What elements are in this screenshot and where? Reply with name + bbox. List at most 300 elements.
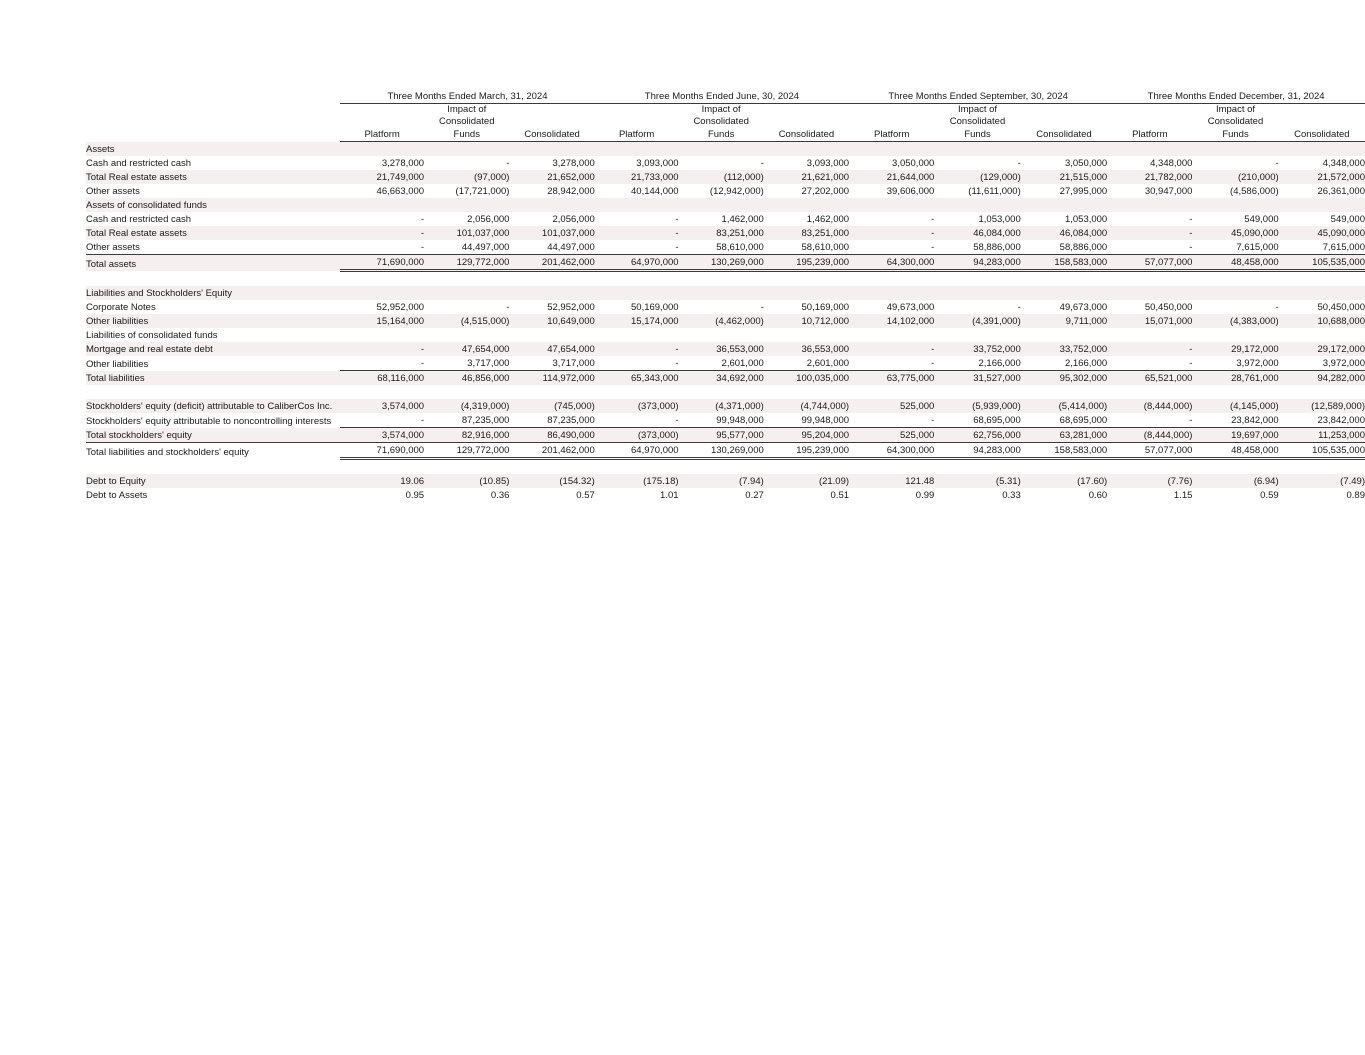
cell-r4-c1 [424, 198, 509, 212]
cell-r23-c0: 19.06 [340, 474, 424, 488]
cell-r16-c11: 94,282,000 [1279, 371, 1365, 386]
cell-r12-c1: (4,515,000) [424, 314, 509, 328]
cell-r3-c1: (17,721,000) [424, 184, 509, 198]
cell-r11-c7: - [934, 300, 1020, 314]
cell-r1-c2: 3,278,000 [509, 156, 594, 170]
table-row [86, 184, 1365, 198]
subhead-platform-l1-q4 [1107, 104, 1192, 117]
cell-r15-c7: 2,166,000 [934, 356, 1020, 371]
table-row [86, 226, 1365, 240]
cell-r0-c10 [1192, 142, 1278, 157]
cell-r23-c10: (6.94) [1192, 474, 1278, 488]
cell-r15-c0: - [340, 356, 424, 371]
header-blank-1 [86, 104, 340, 117]
cell-r21-c6: 64,300,000 [849, 443, 934, 459]
cell-r23-c8: (17.60) [1021, 474, 1107, 488]
cell-r5-c11: 549,000 [1279, 212, 1365, 226]
cell-r18-c10: (4,145,000) [1192, 399, 1278, 413]
cell-r12-c8: 9,711,000 [1021, 314, 1107, 328]
table-row [86, 212, 1365, 226]
header-sub-row-2 [86, 116, 1365, 128]
subhead-consolidated-l1-q3 [1021, 104, 1107, 117]
colhead-platform-q2: Platform [595, 128, 679, 142]
cell-r5-c10: 549,000 [1192, 212, 1278, 226]
cell-r10-c9 [1107, 286, 1192, 300]
cell-r10-c1 [424, 286, 509, 300]
table-row [86, 356, 1365, 371]
cell-r20-c10: 19,697,000 [1192, 428, 1278, 443]
subhead-consolidated-l1-q1 [509, 104, 594, 117]
cell-r23-c9: (7.76) [1107, 474, 1192, 488]
cell-r15-c1: 3,717,000 [424, 356, 509, 371]
table-row [86, 328, 1365, 342]
cell-r21-c3: 64,970,000 [595, 443, 679, 459]
cell-r13-c6 [849, 328, 934, 342]
cell-r2-c6: 21,644,000 [849, 170, 934, 184]
cell-r24-c5: 0.51 [764, 488, 849, 502]
cell-r7-c11: 7,615,000 [1279, 240, 1365, 255]
cell-r15-c10: 3,972,000 [1192, 356, 1278, 371]
cell-r1-c6: 3,050,000 [849, 156, 934, 170]
cell-r20-c4: 95,577,000 [679, 428, 764, 443]
cell-r16-c3: 65,343,000 [595, 371, 679, 386]
cell-r8-c3: 64,970,000 [595, 255, 679, 271]
cell-r13-c11 [1279, 328, 1365, 342]
row-label: Other assets [86, 184, 340, 198]
cell-r21-c4: 130,269,000 [679, 443, 764, 459]
cell-r0-c5 [764, 142, 849, 157]
cell-r6-c0: - [340, 226, 424, 240]
row-label: Total Real estate assets [86, 170, 340, 184]
cell-r15-c11: 3,972,000 [1279, 356, 1365, 371]
cell-r8-c6: 64,300,000 [849, 255, 934, 271]
cell-r6-c3: - [595, 226, 679, 240]
cell-r16-c10: 28,761,000 [1192, 371, 1278, 386]
table-row [86, 198, 1365, 212]
cell-r7-c9: - [1107, 240, 1192, 255]
cell-r6-c7: 46,084,000 [934, 226, 1020, 240]
subhead-consolidated-l2-q1 [509, 116, 594, 128]
cell-r18-c2: (745,000) [509, 399, 594, 413]
cell-r1-c1: - [424, 156, 509, 170]
table-spacer-row [86, 459, 1365, 475]
cell-r24-c8: 0.60 [1021, 488, 1107, 502]
cell-r18-c1: (4,319,000) [424, 399, 509, 413]
cell-r16-c2: 114,972,000 [509, 371, 594, 386]
row-label: Liabilities of consolidated funds [86, 328, 340, 342]
spacer-cell [86, 385, 1365, 399]
cell-r12-c2: 10,649,000 [509, 314, 594, 328]
cell-r23-c1: (10.85) [424, 474, 509, 488]
cell-r24-c9: 1.15 [1107, 488, 1192, 502]
cell-r16-c7: 31,527,000 [934, 371, 1020, 386]
table-row [86, 399, 1365, 413]
cell-r4-c3 [595, 198, 679, 212]
cell-r24-c7: 0.33 [934, 488, 1020, 502]
table-spacer-row [86, 385, 1365, 399]
cell-r1-c3: 3,093,000 [595, 156, 679, 170]
cell-r3-c2: 28,942,000 [509, 184, 594, 198]
cell-r18-c11: (12,589,000) [1279, 399, 1365, 413]
cell-r5-c1: 2,056,000 [424, 212, 509, 226]
row-label: Mortgage and real estate debt [86, 342, 340, 356]
cell-r5-c7: 1,053,000 [934, 212, 1020, 226]
table-row [86, 314, 1365, 328]
cell-r7-c7: 58,886,000 [934, 240, 1020, 255]
row-label: Other assets [86, 240, 340, 255]
row-label: Total Real estate assets [86, 226, 340, 240]
cell-r11-c11: 50,450,000 [1279, 300, 1365, 314]
cell-r16-c8: 95,302,000 [1021, 371, 1107, 386]
row-label: Debt to Equity [86, 474, 340, 488]
subhead-impact-l2-q2: Consolidated [693, 116, 749, 128]
cell-r16-c9: 65,521,000 [1107, 371, 1192, 386]
cell-r15-c8: 2,166,000 [1021, 356, 1107, 371]
colhead-consolidated-q1: Consolidated [509, 128, 594, 142]
cell-r21-c9: 57,077,000 [1107, 443, 1192, 459]
cell-r19-c2: 87,235,000 [509, 413, 594, 428]
cell-r7-c3: - [595, 240, 679, 255]
cell-r2-c5: 21,621,000 [764, 170, 849, 184]
cell-r6-c1: 101,037,000 [424, 226, 509, 240]
subhead-impact-l1-q2: Impact of [701, 104, 741, 116]
row-label: Other liabilities [86, 314, 340, 328]
cell-r1-c5: 3,093,000 [764, 156, 849, 170]
row-label: Liabilities and Stockholders' Equity [86, 286, 340, 300]
cell-r19-c3: - [595, 413, 679, 428]
column-group-q3: Three Months Ended September, 30, 2024 [849, 88, 1107, 104]
row-label: Cash and restricted cash [86, 156, 340, 170]
subhead-impact-l2-q4: Consolidated [1207, 116, 1264, 128]
cell-r6-c5: 83,251,000 [764, 226, 849, 240]
cell-r24-c10: 0.59 [1192, 488, 1278, 502]
cell-r1-c8: 3,050,000 [1021, 156, 1107, 170]
cell-r3-c3: 40,144,000 [595, 184, 679, 198]
cell-r15-c3: - [595, 356, 679, 371]
row-label: Corporate Notes [86, 300, 340, 314]
cell-r2-c3: 21,733,000 [595, 170, 679, 184]
cell-r23-c7: (5.31) [934, 474, 1020, 488]
cell-r5-c6: - [849, 212, 934, 226]
table-spacer-row [86, 271, 1365, 287]
colhead-platform-q3: Platform [849, 128, 934, 142]
subhead-platform-l1-q2 [595, 104, 679, 117]
cell-r20-c1: 82,916,000 [424, 428, 509, 443]
cell-r18-c5: (4,744,000) [764, 399, 849, 413]
header-corner-cell [86, 88, 340, 104]
cell-r10-c3 [595, 286, 679, 300]
cell-r23-c3: (175.18) [595, 474, 679, 488]
cell-r11-c10: - [1192, 300, 1278, 314]
cell-r10-c6 [849, 286, 934, 300]
cell-r18-c4: (4,371,000) [679, 399, 764, 413]
cell-r20-c9: (8,444,000) [1107, 428, 1192, 443]
cell-r13-c9 [1107, 328, 1192, 342]
cell-r14-c5: 36,553,000 [764, 342, 849, 356]
cell-r3-c4: (12,942,000) [679, 184, 764, 198]
cell-r6-c2: 101,037,000 [509, 226, 594, 240]
cell-r6-c6: - [849, 226, 934, 240]
cell-r19-c5: 99,948,000 [764, 413, 849, 428]
cell-r8-c7: 94,283,000 [934, 255, 1020, 271]
cell-r15-c6: - [849, 356, 934, 371]
cell-r15-c4: 2,601,000 [679, 356, 764, 371]
cell-r18-c8: (5,414,000) [1021, 399, 1107, 413]
cell-r0-c0 [340, 142, 424, 157]
row-label: Assets of consolidated funds [86, 198, 340, 212]
cell-r14-c8: 33,752,000 [1021, 342, 1107, 356]
cell-r8-c1: 129,772,000 [424, 255, 509, 271]
cell-r13-c10 [1192, 328, 1278, 342]
cell-r11-c9: 50,450,000 [1107, 300, 1192, 314]
cell-r2-c11: 21,572,000 [1279, 170, 1365, 184]
cell-r0-c7 [934, 142, 1020, 157]
header-group-row [86, 88, 1365, 104]
row-label: Stockholders' equity (deficit) attributable to CaliberCos Inc. [86, 399, 340, 413]
cell-r1-c10: - [1192, 156, 1278, 170]
cell-r14-c7: 33,752,000 [934, 342, 1020, 356]
table-row [86, 474, 1365, 488]
column-group-q4: Three Months Ended December, 31, 2024 [1107, 88, 1365, 104]
cell-r18-c3: (373,000) [595, 399, 679, 413]
colhead-funds-q3: Funds [934, 128, 1020, 142]
cell-r24-c11: 0.89 [1279, 488, 1365, 502]
cell-r2-c0: 21,749,000 [340, 170, 424, 184]
cell-r2-c8: 21,515,000 [1021, 170, 1107, 184]
cell-r20-c7: 62,756,000 [934, 428, 1020, 443]
cell-r12-c11: 10,688,000 [1279, 314, 1365, 328]
cell-r19-c4: 99,948,000 [679, 413, 764, 428]
cell-r6-c9: - [1107, 226, 1192, 240]
table-row [86, 142, 1365, 157]
subhead-impact-l1-q4: Impact of [1215, 104, 1256, 116]
cell-r10-c10 [1192, 286, 1278, 300]
cell-r20-c2: 86,490,000 [509, 428, 594, 443]
cell-r6-c11: 45,090,000 [1279, 226, 1365, 240]
cell-r3-c11: 26,361,000 [1279, 184, 1365, 198]
spacer-cell [86, 271, 1365, 287]
row-label: Total assets [86, 255, 340, 271]
header-sub-row-3 [86, 128, 1365, 142]
cell-r10-c7 [934, 286, 1020, 300]
subhead-impact-l2-q1: Consolidated [439, 116, 495, 128]
cell-r10-c5 [764, 286, 849, 300]
row-label: Stockholders' equity attributable to noncontrolling interests [86, 413, 340, 428]
table-row [86, 286, 1365, 300]
cell-r1-c7: - [934, 156, 1020, 170]
cell-r6-c10: 45,090,000 [1192, 226, 1278, 240]
colhead-consolidated-q2: Consolidated [764, 128, 849, 142]
cell-r1-c11: 4,348,000 [1279, 156, 1365, 170]
cell-r19-c9: - [1107, 413, 1192, 428]
subhead-impact-l1-q3: Impact of [957, 104, 998, 116]
cell-r21-c8: 158,583,000 [1021, 443, 1107, 459]
header-sub-row-1 [86, 104, 1365, 117]
spacer-cell [86, 459, 1365, 475]
cell-r5-c4: 1,462,000 [679, 212, 764, 226]
cell-r0-c1 [424, 142, 509, 157]
cell-r24-c2: 0.57 [509, 488, 594, 502]
cell-r0-c6 [849, 142, 934, 157]
cell-r19-c10: 23,842,000 [1192, 413, 1278, 428]
table-row [86, 170, 1365, 184]
cell-r10-c11 [1279, 286, 1365, 300]
column-group-q1: Three Months Ended March, 31, 2024 [340, 88, 595, 104]
cell-r13-c7 [934, 328, 1020, 342]
cell-r10-c8 [1021, 286, 1107, 300]
cell-r13-c5 [764, 328, 849, 342]
cell-r14-c10: 29,172,000 [1192, 342, 1278, 356]
cell-r1-c0: 3,278,000 [340, 156, 424, 170]
cell-r18-c0: 3,574,000 [340, 399, 424, 413]
cell-r7-c10: 7,615,000 [1192, 240, 1278, 255]
column-group-q2: Three Months Ended June, 30, 2024 [595, 88, 849, 104]
cell-r0-c4 [679, 142, 764, 157]
cell-r2-c1: (97,000) [424, 170, 509, 184]
table-row [86, 428, 1365, 443]
table-row [86, 240, 1365, 255]
cell-r8-c4: 130,269,000 [679, 255, 764, 271]
cell-r11-c1: - [424, 300, 509, 314]
cell-r7-c1: 44,497,000 [424, 240, 509, 255]
cell-r10-c0 [340, 286, 424, 300]
subhead-platform-l2-q3 [849, 116, 934, 128]
subhead-platform-l1-q1 [340, 104, 424, 117]
cell-r19-c1: 87,235,000 [424, 413, 509, 428]
header-blank-3 [86, 128, 340, 142]
cell-r24-c3: 1.01 [595, 488, 679, 502]
cell-r2-c10: (210,000) [1192, 170, 1278, 184]
cell-r18-c6: 525,000 [849, 399, 934, 413]
cell-r11-c8: 49,673,000 [1021, 300, 1107, 314]
colhead-platform-q4: Platform [1107, 128, 1192, 142]
cell-r18-c7: (5,939,000) [934, 399, 1020, 413]
cell-r13-c2 [509, 328, 594, 342]
subhead-platform-l1-q3 [849, 104, 934, 117]
cell-r20-c8: 63,281,000 [1021, 428, 1107, 443]
row-label: Total liabilities and stockholders' equity [86, 443, 340, 459]
subhead-platform-l2-q4 [1107, 116, 1192, 128]
cell-r13-c4 [679, 328, 764, 342]
cell-r15-c5: 2,601,000 [764, 356, 849, 371]
cell-r5-c9: - [1107, 212, 1192, 226]
cell-r21-c1: 129,772,000 [424, 443, 509, 459]
cell-r24-c6: 0.99 [849, 488, 934, 502]
table-row [86, 255, 1365, 271]
cell-r21-c5: 195,239,000 [764, 443, 849, 459]
financial-table [86, 88, 1365, 502]
cell-r3-c5: 27,202,000 [764, 184, 849, 198]
cell-r4-c7 [934, 198, 1020, 212]
cell-r7-c8: 58,886,000 [1021, 240, 1107, 255]
cell-r4-c9 [1107, 198, 1192, 212]
cell-r13-c0 [340, 328, 424, 342]
cell-r21-c11: 105,535,000 [1279, 443, 1365, 459]
cell-r16-c1: 46,856,000 [424, 371, 509, 386]
colhead-platform-q1: Platform [340, 128, 424, 142]
cell-r24-c0: 0.95 [340, 488, 424, 502]
cell-r8-c2: 201,462,000 [509, 255, 594, 271]
cell-r11-c5: 50,169,000 [764, 300, 849, 314]
cell-r21-c7: 94,283,000 [934, 443, 1020, 459]
cell-r19-c7: 68,695,000 [934, 413, 1020, 428]
colhead-funds-q1: Funds [424, 128, 509, 142]
cell-r20-c6: 525,000 [849, 428, 934, 443]
colhead-consolidated-q3: Consolidated [1021, 128, 1107, 142]
cell-r19-c6: - [849, 413, 934, 428]
cell-r12-c6: 14,102,000 [849, 314, 934, 328]
cell-r19-c11: 23,842,000 [1279, 413, 1365, 428]
cell-r5-c5: 1,462,000 [764, 212, 849, 226]
subhead-impact-l1-q1: Impact of [447, 104, 487, 116]
cell-r8-c11: 105,535,000 [1279, 255, 1365, 271]
cell-r5-c0: - [340, 212, 424, 226]
cell-r8-c10: 48,458,000 [1192, 255, 1278, 271]
cell-r7-c4: 58,610,000 [679, 240, 764, 255]
cell-r2-c4: (112,000) [679, 170, 764, 184]
cell-r5-c3: - [595, 212, 679, 226]
cell-r14-c9: - [1107, 342, 1192, 356]
cell-r12-c7: (4,391,000) [934, 314, 1020, 328]
table-row [86, 156, 1365, 170]
cell-r5-c2: 2,056,000 [509, 212, 594, 226]
cell-r4-c2 [509, 198, 594, 212]
cell-r1-c9: 4,348,000 [1107, 156, 1192, 170]
cell-r2-c7: (129,000) [934, 170, 1020, 184]
subhead-impact-l2-q3: Consolidated [949, 116, 1006, 128]
cell-r1-c4: - [679, 156, 764, 170]
cell-r11-c0: 52,952,000 [340, 300, 424, 314]
cell-r19-c8: 68,695,000 [1021, 413, 1107, 428]
table-header [86, 88, 1365, 142]
cell-r8-c0: 71,690,000 [340, 255, 424, 271]
table-row [86, 413, 1365, 428]
cell-r8-c9: 57,077,000 [1107, 255, 1192, 271]
cell-r15-c9: - [1107, 356, 1192, 371]
cell-r6-c4: 83,251,000 [679, 226, 764, 240]
cell-r3-c6: 39,606,000 [849, 184, 934, 198]
cell-r0-c8 [1021, 142, 1107, 157]
cell-r13-c1 [424, 328, 509, 342]
table-row [86, 488, 1365, 502]
cell-r12-c9: 15,071,000 [1107, 314, 1192, 328]
cell-r0-c11 [1279, 142, 1365, 157]
cell-r4-c0 [340, 198, 424, 212]
subhead-platform-l2-q2 [595, 116, 679, 128]
cell-r23-c11: (7.49) [1279, 474, 1365, 488]
cell-r4-c6 [849, 198, 934, 212]
cell-r13-c8 [1021, 328, 1107, 342]
cell-r3-c7: (11,611,000) [934, 184, 1020, 198]
cell-r14-c1: 47,654,000 [424, 342, 509, 356]
table-row [86, 342, 1365, 356]
cell-r23-c6: 121.48 [849, 474, 934, 488]
row-label: Total liabilities [86, 371, 340, 386]
cell-r3-c0: 46,663,000 [340, 184, 424, 198]
cell-r4-c10 [1192, 198, 1278, 212]
cell-r3-c9: 30,947,000 [1107, 184, 1192, 198]
cell-r4-c5 [764, 198, 849, 212]
cell-r0-c3 [595, 142, 679, 157]
table-body [86, 142, 1365, 503]
cell-r10-c4 [679, 286, 764, 300]
cell-r0-c9 [1107, 142, 1192, 157]
cell-r4-c4 [679, 198, 764, 212]
cell-r12-c10: (4,383,000) [1192, 314, 1278, 328]
cell-r23-c4: (7.94) [679, 474, 764, 488]
cell-r6-c8: 46,084,000 [1021, 226, 1107, 240]
cell-r11-c2: 52,952,000 [509, 300, 594, 314]
